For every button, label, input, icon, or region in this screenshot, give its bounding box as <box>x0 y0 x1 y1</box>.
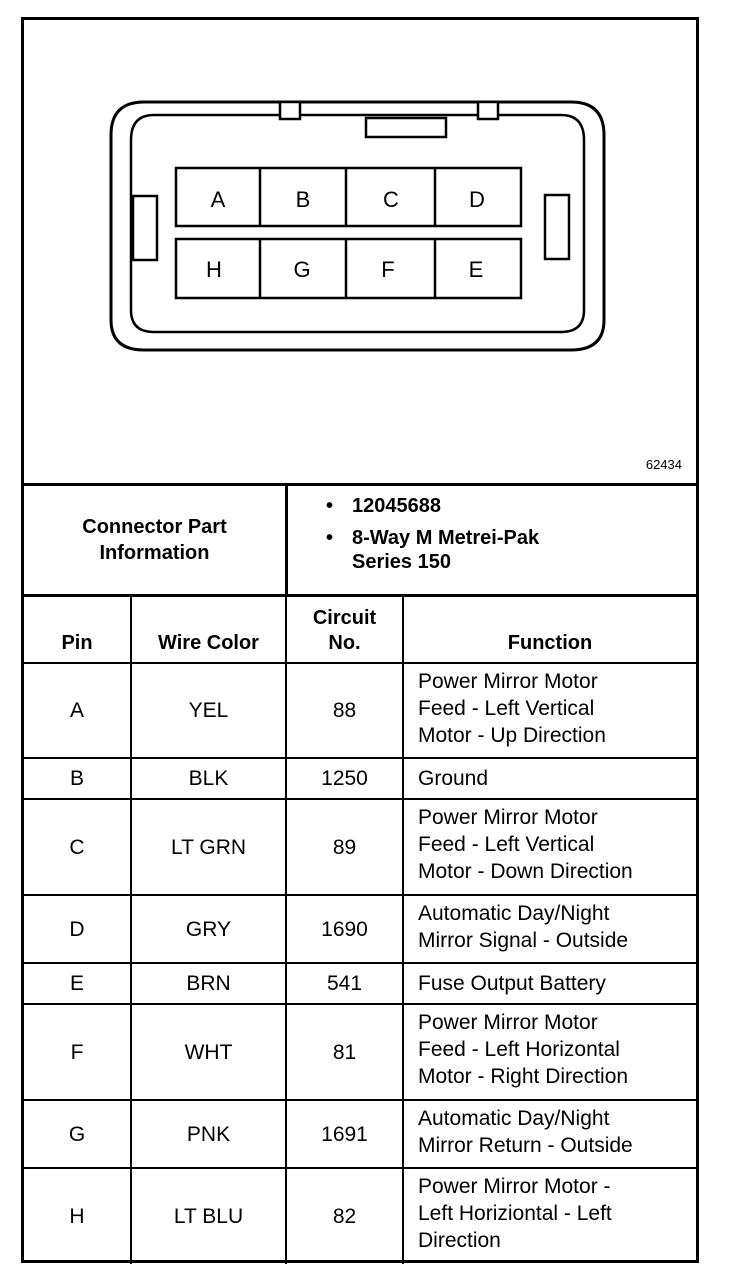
table-row <box>24 963 696 1004</box>
wire-color-cell: LT BLU <box>131 1168 286 1264</box>
pin-cell: D <box>24 895 131 963</box>
function-cell <box>403 663 696 758</box>
header-function: Function <box>403 597 696 663</box>
function-line: Automatic Day/Night <box>418 1107 610 1130</box>
function-cell <box>403 1168 696 1264</box>
pin-label-C: C <box>383 187 399 212</box>
part-number-item <box>288 494 688 518</box>
figure-number: 62434 <box>645 457 682 472</box>
wire-color-cell: GRY <box>131 895 286 963</box>
function-line: Left Horiziontal - Left <box>418 1202 612 1225</box>
connector-face-drawing <box>24 20 696 483</box>
function-line: Mirror Return - Outside <box>418 1134 633 1157</box>
function-cell <box>403 1004 696 1100</box>
pin-row-bottom <box>176 239 521 298</box>
function-cell <box>403 758 696 799</box>
side-lock-right <box>545 195 569 259</box>
pin-cell: A <box>24 663 131 758</box>
connector-description <box>352 526 688 574</box>
pin-row-top <box>176 168 521 226</box>
header-wire-color: Wire Color <box>131 597 286 663</box>
connector-info-section <box>24 486 696 597</box>
wire-color-cell: WHT <box>131 1004 286 1100</box>
function-cell <box>403 895 696 963</box>
connector-info-label-line2: Information <box>99 542 210 564</box>
table-row <box>24 799 696 895</box>
connector-description-line2: Series 150 <box>352 551 451 573</box>
function-cell <box>403 1100 696 1168</box>
connector-info-label-line1: Connector Part <box>82 516 227 538</box>
function-line: Ground <box>418 767 489 790</box>
pin-cell: F <box>24 1004 131 1100</box>
pin-cell: C <box>24 799 131 895</box>
header-circuit-line1: Circuit <box>312 607 377 629</box>
part-number: 12045688 <box>352 495 441 517</box>
wire-color-cell: LT GRN <box>131 799 286 895</box>
header-pin: Pin <box>24 597 131 663</box>
table-row <box>24 663 696 758</box>
table-row <box>24 1168 696 1264</box>
bullet-icon: • <box>326 495 334 517</box>
wire-color-cell: PNK <box>131 1100 286 1168</box>
key-tab <box>366 118 446 137</box>
pinout-header-row <box>24 597 696 663</box>
bullet-icon: • <box>326 527 334 549</box>
pin-cell: E <box>24 963 131 1004</box>
pin-cell: H <box>24 1168 131 1264</box>
circuit-cell: 88 <box>286 663 403 758</box>
latch-left <box>280 102 300 119</box>
pin-label-B: B <box>295 187 311 212</box>
function-line: Motor - Down Direction <box>418 860 633 883</box>
connector-info-label <box>24 486 288 594</box>
connector-description-item <box>288 526 688 574</box>
table-row <box>24 895 696 963</box>
table-row <box>24 758 696 799</box>
function-line: Mirror Signal - Outside <box>418 929 629 952</box>
function-line: Motor - Up Direction <box>418 724 606 747</box>
pin-label-D: D <box>469 187 485 212</box>
wire-color-cell: YEL <box>131 663 286 758</box>
circuit-cell: 541 <box>286 963 403 1004</box>
pin-label-E: E <box>468 257 484 282</box>
function-line: Power Mirror Motor <box>418 806 598 829</box>
header-circuit-line2: No. <box>328 632 361 654</box>
circuit-cell: 1690 <box>286 895 403 963</box>
pin-label-H: H <box>206 257 222 282</box>
connector-info-details <box>288 494 688 582</box>
wire-color-cell: BRN <box>131 963 286 1004</box>
function-line: Fuse Output Battery <box>418 972 606 995</box>
function-line: Automatic Day/Night <box>418 902 610 925</box>
connector-sheet <box>21 17 699 1263</box>
housing-inner <box>131 115 584 332</box>
function-line: Power Mirror Motor <box>418 1011 598 1034</box>
side-lock-left <box>133 196 157 260</box>
latch-right <box>478 102 498 119</box>
circuit-cell: 1691 <box>286 1100 403 1168</box>
function-line: Feed - Left Horizontal <box>418 1038 620 1061</box>
function-line: Motor - Right Direction <box>418 1065 629 1088</box>
function-line: Feed - Left Vertical <box>418 697 595 720</box>
function-line: Direction <box>418 1229 501 1252</box>
header-circuit-no <box>286 597 403 663</box>
connector-diagram <box>24 20 696 486</box>
function-line: Power Mirror Motor <box>418 670 598 693</box>
connector-description-line1: 8-Way M Metrei-Pak <box>352 527 540 549</box>
function-line: Power Mirror Motor - <box>418 1175 611 1198</box>
function-line: Feed - Left Vertical <box>418 833 595 856</box>
circuit-cell: 81 <box>286 1004 403 1100</box>
wire-color-cell: BLK <box>131 758 286 799</box>
pin-cell: B <box>24 758 131 799</box>
circuit-cell: 1250 <box>286 758 403 799</box>
pin-label-G: G <box>293 257 311 282</box>
table-row <box>24 1004 696 1100</box>
pin-label-F: F <box>381 257 395 282</box>
table-row <box>24 1100 696 1168</box>
function-cell <box>403 799 696 895</box>
pin-cell: G <box>24 1100 131 1168</box>
pin-label-A: A <box>210 187 226 212</box>
circuit-cell: 89 <box>286 799 403 895</box>
circuit-cell: 82 <box>286 1168 403 1264</box>
pinout-table <box>24 597 696 1264</box>
function-cell <box>403 963 696 1004</box>
